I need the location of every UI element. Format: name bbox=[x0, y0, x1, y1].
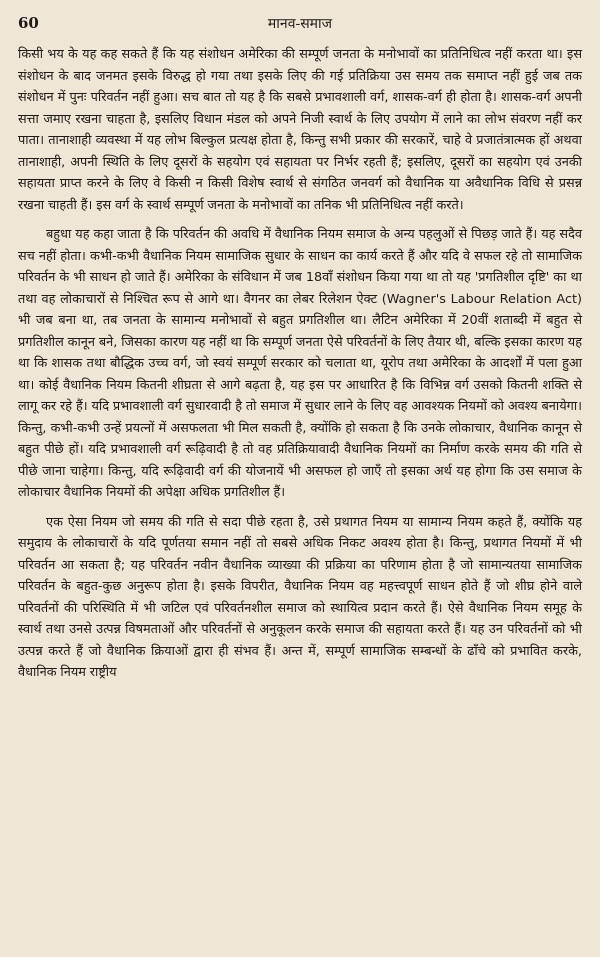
page-number: 60 bbox=[18, 14, 39, 32]
paragraph-1: किसी भय के यह कह सकते हैं कि यह संशोधन अमेरिका की सम्पूर्ण जनता के मनोभावों का प्रतिनिधित्व नहीं करता था। इस संशोधन के बाद जनमत इसके विरुद्ध हो गया तथा इसके लिए की गई प्रतिक्रिया उस समय तक समाप्त नहीं हुई जब तक संशोधन में पुनः परिवर्तन नहीं हुआ। सच बात तो यह है कि सबसे प्रभावशाली वर्ग, शासक-वर्ग ही होता है। शासक-वर्ग अपनी सत्ता जमाए रखना चाहता है, इसलिए विधान मंडल को अपने निजी स्वार्थ के लिए उपयोग में लाने का लोभ संवरण नहीं कर पाता। तानाशाही व्यवस्था में यह लोभ बिल्कुल प्रत्यक्ष होता है, किन्तु सभी प्रकार की सरकारें, चाहे वे प्रजातंत्रात्मक हों अथवा तानाशाही, अपनी स्थिति के लिए दूसरों के सहयोग एवं सहायता पर निर्भर रहती हैं; इसलिए, दूसरों का सहयोग एवं उनकी सहायता प्राप्त करने के लिए वे किसी न किसी विशेष स्वार्थ से संगठित जनवर्ग को वैधानिक या अवैधानिक विधि से प्रसन्न रखना चाहती हैं। इस वर्ग के स्वार्थ सम्पूर्ण जनता के मनोभावों का तनिक भी प्रतिनिधित्व नहीं करते। bbox=[18, 47, 582, 213]
page-header bbox=[18, 14, 582, 40]
body-text bbox=[18, 44, 582, 684]
running-head: मानव-समाज bbox=[267, 16, 333, 32]
paragraph-2: बहुधा यह कहा जाता है कि परिवर्तन की अवधि में वैधानिक नियम समाज के अन्य पहलुओं से पिछड़ जाते हैं। यह सदैव सच नहीं होता। कभी-कभी वैधानिक नियम सामाजिक सुधार के साधन का कार्य करते हैं और यदि वे सफल रहे तो सामाजिक परिवर्तन के भी साधन हो जाते हैं। अमेरिका के संविधान में जब 18वाँ संशोधन किया गया था तो यह 'प्रगतिशील दृष्टि' का था तथा वह लोकाचारों से निश्चित रूप से आगे था। वैगनर का लेबर रिलेशन ऐक्ट (Wagner's Labour Relation Act) भी जब बना था, तब जनता के सामान्य मनोभावों से बहुत प्रगतिशील था। लैटिन अमेरिका में 20वीं शताब्दी में बहुत से प्रगतिशील कानून बने, जिसका कारण यह नहीं था कि सम्पूर्ण जनता ऐसे परिवर्तनों के लिए तैयार थी, बल्कि इसका कारण यह था कि शासक तथा बौद्धिक उच्च वर्ग, जो स्वयं सम्पूर्ण सरकार को चलाता था, यूरोप तथा अमेरिका के आदर्शों में पला हुआ था। कोई वैधानिक नियम कितनी शीघ्रता से आगे बढ़ता है, यह इस पर आधारित है कि विभिन्न वर्ग उसको कितनी शक्ति से लागू कर रहे हैं। यदि प्रभावशाली वर्ग सुधारवादी है तो समाज में सुधार लाने के लिए वह आवश्यक नियमों को अवश्य बनायेगा। किन्तु, कभी-कभी उन्हें प्रयत्नों में असफलता भी मिल सकती है, क्योंकि हो सकता है कि उनके लोकाचार, वैधानिक कानून से बहुत पीछे हों। यदि प्रभावशाली वर्ग रूढ़िवादी है तो वह प्रतिक्रियावादी वैधानिक नियमों का निर्माण करके समय की गति से पीछे जाना चाहेगा। किन्तु, यदि रूढ़िवादी वर्ग की योजनायें भी असफल हो जाएँ तो इसका अर्थ यह होगा कि उस समाज के लोकाचार वैधानिक नियमों की अपेक्षा अधिक प्रगतिशील हैं। bbox=[18, 227, 582, 500]
paragraph-3: एक ऐसा नियम जो समय की गति से सदा पीछे रहता है, उसे प्रथागत नियम या सामान्य नियम कहते हैं, क्योंकि यह समुदाय के लोकाचारों के यदि पूर्णतया समान नहीं तो सबसे अधिक निकट अवश्य होता है। किन्तु, प्रथागत नियमों में भी परिवर्तन आ सकता है; यह परिवर्तन नवीन वैधानिक व्याख्या की प्रक्रिया का परिणाम होता है जो सामान्यतया सामाजिक परिवर्तन के बहुत-कुछ अनुरूप होता है। इसके विपरीत, वैधानिक नियम वह महत्त्वपूर्ण साधन होते हैं जो शीघ्र होने वाले परिवर्तनों की परिस्थिति में भी जटिल एवं परिवर्तनशील समाज को स्थायित्व प्रदान करते हैं। ऐसे वैधानिक नियम समूह के स्वार्थ तथा उनसे उत्पन्न विषमताओं और परिवर्तनों से अनुकूलन करके समाज की सहायता करते हैं। यह उन परिवर्तनों को भी उत्पन्न करते हैं जो वैधानिक क्रियाओं द्वारा ही संभव हैं। अन्त में, सम्पूर्ण सामाजिक सम्बन्धों के ढाँचे को प्रभावित करके, वैधानिक नियम राष्ट्रीय bbox=[18, 514, 582, 680]
